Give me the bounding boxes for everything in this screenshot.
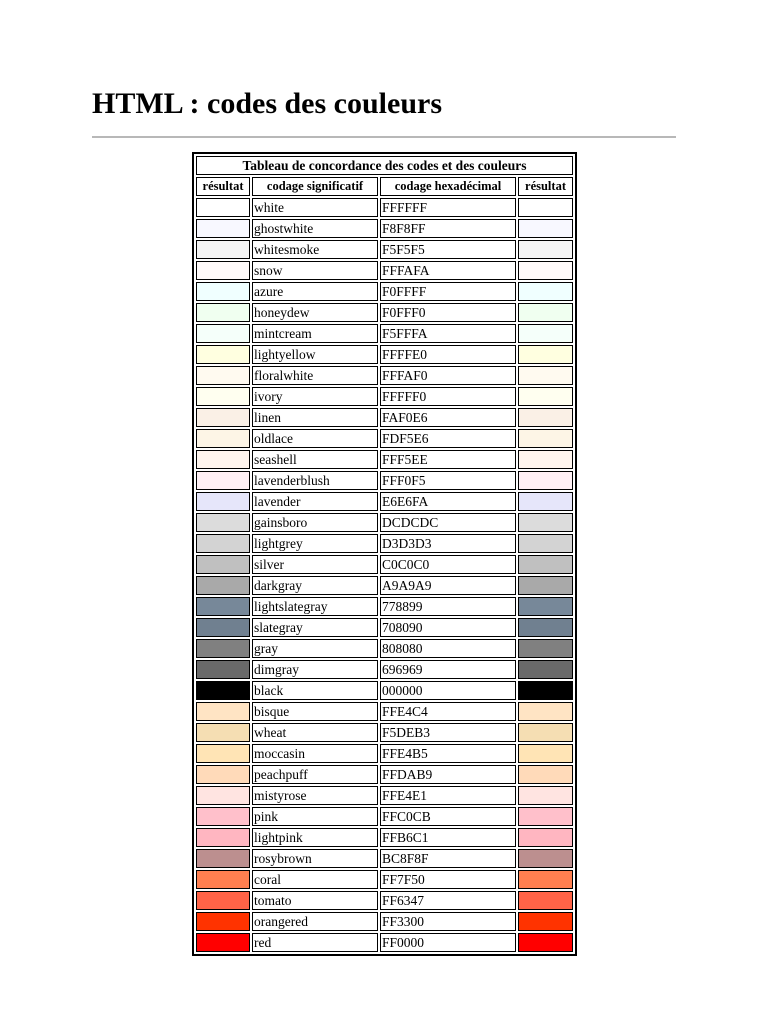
color-swatch-right [518, 492, 573, 511]
color-swatch-right [518, 261, 573, 280]
color-name-cell: snow [252, 261, 378, 280]
table-row [196, 345, 573, 364]
table-row [196, 744, 573, 763]
table-row [196, 723, 573, 742]
color-swatch-right [518, 282, 573, 301]
color-name-cell: mistyrose [252, 786, 378, 805]
table-row [196, 513, 573, 532]
color-hex-cell: FFE4E1 [380, 786, 516, 805]
color-name-cell: moccasin [252, 744, 378, 763]
color-swatch-right [518, 639, 573, 658]
table-row [196, 450, 573, 469]
color-hex-cell: 808080 [380, 639, 516, 658]
table-row [196, 849, 573, 868]
table-row [196, 891, 573, 910]
table-row [196, 408, 573, 427]
color-hex-cell: D3D3D3 [380, 534, 516, 553]
color-swatch-left [196, 660, 250, 679]
color-swatch-left [196, 198, 250, 217]
color-swatch-left [196, 891, 250, 910]
table-row [196, 660, 573, 679]
table-row [196, 807, 573, 826]
color-name-cell: oldlace [252, 429, 378, 448]
header-result-right: résultat [518, 177, 573, 196]
color-swatch-right [518, 786, 573, 805]
color-name-cell: pink [252, 807, 378, 826]
color-name-cell: floralwhite [252, 366, 378, 385]
table-row [196, 576, 573, 595]
table-row [196, 324, 573, 343]
color-name-cell: linen [252, 408, 378, 427]
color-swatch-left [196, 618, 250, 637]
color-hex-cell: FFE4C4 [380, 702, 516, 721]
color-name-cell: silver [252, 555, 378, 574]
color-swatch-left [196, 324, 250, 343]
color-name-cell: bisque [252, 702, 378, 721]
color-swatch-left [196, 555, 250, 574]
color-concordance-table [192, 152, 577, 956]
color-swatch-left [196, 219, 250, 238]
color-swatch-left [196, 261, 250, 280]
color-hex-cell: FFFFF0 [380, 387, 516, 406]
color-hex-cell: FF7F50 [380, 870, 516, 889]
color-name-cell: lavender [252, 492, 378, 511]
color-name-cell: lightyellow [252, 345, 378, 364]
table-row [196, 282, 573, 301]
title-divider [92, 136, 676, 138]
color-hex-cell: FF3300 [380, 912, 516, 931]
color-hex-cell: F0FFF0 [380, 303, 516, 322]
header-hex-code: codage hexadécimal [380, 177, 516, 196]
color-swatch-left [196, 366, 250, 385]
color-swatch-right [518, 303, 573, 322]
table-row [196, 765, 573, 784]
table-row [196, 681, 573, 700]
color-swatch-right [518, 870, 573, 889]
color-swatch-right [518, 849, 573, 868]
color-swatch-right [518, 597, 573, 616]
color-swatch-right [518, 828, 573, 847]
color-hex-cell: FFDAB9 [380, 765, 516, 784]
color-swatch-right [518, 912, 573, 931]
color-hex-cell: 708090 [380, 618, 516, 637]
table-row [196, 261, 573, 280]
table-caption: Tableau de concordance des codes et des couleurs [196, 156, 573, 175]
color-swatch-left [196, 387, 250, 406]
color-swatch-right [518, 723, 573, 742]
color-name-cell: white [252, 198, 378, 217]
color-swatch-right [518, 345, 573, 364]
color-hex-cell: FFF5EE [380, 450, 516, 469]
color-hex-cell: FFFAF0 [380, 366, 516, 385]
color-swatch-left [196, 345, 250, 364]
color-table-container [192, 152, 577, 956]
color-swatch-left [196, 492, 250, 511]
color-name-cell: darkgray [252, 576, 378, 595]
table-row [196, 870, 573, 889]
color-swatch-left [196, 450, 250, 469]
color-swatch-right [518, 471, 573, 490]
table-row [196, 198, 573, 217]
page-title: HTML : codes des couleurs [92, 87, 442, 120]
color-hex-cell: FAF0E6 [380, 408, 516, 427]
color-name-cell: dimgray [252, 660, 378, 679]
color-swatch-left [196, 681, 250, 700]
color-swatch-left [196, 240, 250, 259]
color-swatch-right [518, 534, 573, 553]
color-swatch-right [518, 555, 573, 574]
color-hex-cell: F0FFFF [380, 282, 516, 301]
table-row [196, 828, 573, 847]
color-hex-cell: F5DEB3 [380, 723, 516, 742]
table-row [196, 303, 573, 322]
color-swatch-left [196, 807, 250, 826]
color-swatch-right [518, 933, 573, 952]
color-name-cell: gainsboro [252, 513, 378, 532]
color-hex-cell: 696969 [380, 660, 516, 679]
color-swatch-right [518, 366, 573, 385]
color-swatch-left [196, 723, 250, 742]
color-hex-cell: 778899 [380, 597, 516, 616]
color-hex-cell: FFFFE0 [380, 345, 516, 364]
color-swatch-left [196, 765, 250, 784]
color-swatch-left [196, 597, 250, 616]
color-swatch-right [518, 219, 573, 238]
table-row [196, 492, 573, 511]
color-hex-cell: DCDCDC [380, 513, 516, 532]
color-name-cell: lightslategray [252, 597, 378, 616]
color-swatch-left [196, 639, 250, 658]
color-name-cell: rosybrown [252, 849, 378, 868]
color-name-cell: ivory [252, 387, 378, 406]
color-swatch-right [518, 744, 573, 763]
color-hex-cell: BC8F8F [380, 849, 516, 868]
color-swatch-left [196, 744, 250, 763]
color-swatch-right [518, 807, 573, 826]
color-swatch-left [196, 702, 250, 721]
color-swatch-left [196, 513, 250, 532]
color-swatch-left [196, 534, 250, 553]
table-header-row [196, 177, 573, 196]
color-swatch-left [196, 912, 250, 931]
color-hex-cell: FFFFFF [380, 198, 516, 217]
table-row [196, 471, 573, 490]
color-swatch-right [518, 513, 573, 532]
color-hex-cell: FF6347 [380, 891, 516, 910]
table-row [196, 240, 573, 259]
table-row [196, 429, 573, 448]
color-swatch-right [518, 681, 573, 700]
table-row [196, 639, 573, 658]
color-swatch-left [196, 933, 250, 952]
table-row [196, 597, 573, 616]
color-hex-cell: FFB6C1 [380, 828, 516, 847]
color-name-cell: wheat [252, 723, 378, 742]
color-name-cell: black [252, 681, 378, 700]
color-swatch-left [196, 786, 250, 805]
table-caption-row [196, 156, 573, 175]
color-hex-cell: F8F8FF [380, 219, 516, 238]
color-name-cell: gray [252, 639, 378, 658]
color-name-cell: slategray [252, 618, 378, 637]
color-swatch-right [518, 660, 573, 679]
color-name-cell: lavenderblush [252, 471, 378, 490]
color-swatch-right [518, 702, 573, 721]
table-row [196, 366, 573, 385]
color-name-cell: azure [252, 282, 378, 301]
color-name-cell: honeydew [252, 303, 378, 322]
color-swatch-left [196, 828, 250, 847]
color-name-cell: ghostwhite [252, 219, 378, 238]
color-swatch-right [518, 765, 573, 784]
table-row [196, 219, 573, 238]
color-hex-cell: FFF0F5 [380, 471, 516, 490]
color-hex-cell: FFE4B5 [380, 744, 516, 763]
color-swatch-left [196, 849, 250, 868]
color-hex-cell: FFC0CB [380, 807, 516, 826]
table-row [196, 786, 573, 805]
color-swatch-left [196, 576, 250, 595]
color-hex-cell: FFFAFA [380, 261, 516, 280]
color-name-cell: tomato [252, 891, 378, 910]
color-name-cell: lightpink [252, 828, 378, 847]
color-name-cell: orangered [252, 912, 378, 931]
color-hex-cell: A9A9A9 [380, 576, 516, 595]
color-swatch-right [518, 576, 573, 595]
table-row [196, 618, 573, 637]
color-hex-cell: FF0000 [380, 933, 516, 952]
color-swatch-right [518, 240, 573, 259]
color-hex-cell: E6E6FA [380, 492, 516, 511]
table-row [196, 534, 573, 553]
color-swatch-right [518, 408, 573, 427]
color-name-cell: mintcream [252, 324, 378, 343]
color-name-cell: coral [252, 870, 378, 889]
color-name-cell: seashell [252, 450, 378, 469]
table-row [196, 933, 573, 952]
table-row [196, 387, 573, 406]
color-swatch-right [518, 618, 573, 637]
color-swatch-left [196, 870, 250, 889]
header-result-left: résultat [196, 177, 250, 196]
color-swatch-right [518, 450, 573, 469]
color-swatch-left [196, 282, 250, 301]
color-hex-cell: 000000 [380, 681, 516, 700]
color-swatch-right [518, 429, 573, 448]
color-swatch-left [196, 429, 250, 448]
table-row [196, 555, 573, 574]
table-body [196, 198, 573, 952]
color-hex-cell: FDF5E6 [380, 429, 516, 448]
color-swatch-right [518, 891, 573, 910]
color-name-cell: red [252, 933, 378, 952]
table-row [196, 912, 573, 931]
color-hex-cell: F5F5F5 [380, 240, 516, 259]
color-name-cell: peachpuff [252, 765, 378, 784]
color-name-cell: whitesmoke [252, 240, 378, 259]
color-swatch-left [196, 408, 250, 427]
color-swatch-right [518, 324, 573, 343]
table-row [196, 702, 573, 721]
color-swatch-left [196, 303, 250, 322]
color-hex-cell: C0C0C0 [380, 555, 516, 574]
color-swatch-right [518, 198, 573, 217]
color-swatch-right [518, 387, 573, 406]
color-swatch-left [196, 471, 250, 490]
color-name-cell: lightgrey [252, 534, 378, 553]
color-hex-cell: F5FFFA [380, 324, 516, 343]
header-name-code: codage significatif [252, 177, 378, 196]
